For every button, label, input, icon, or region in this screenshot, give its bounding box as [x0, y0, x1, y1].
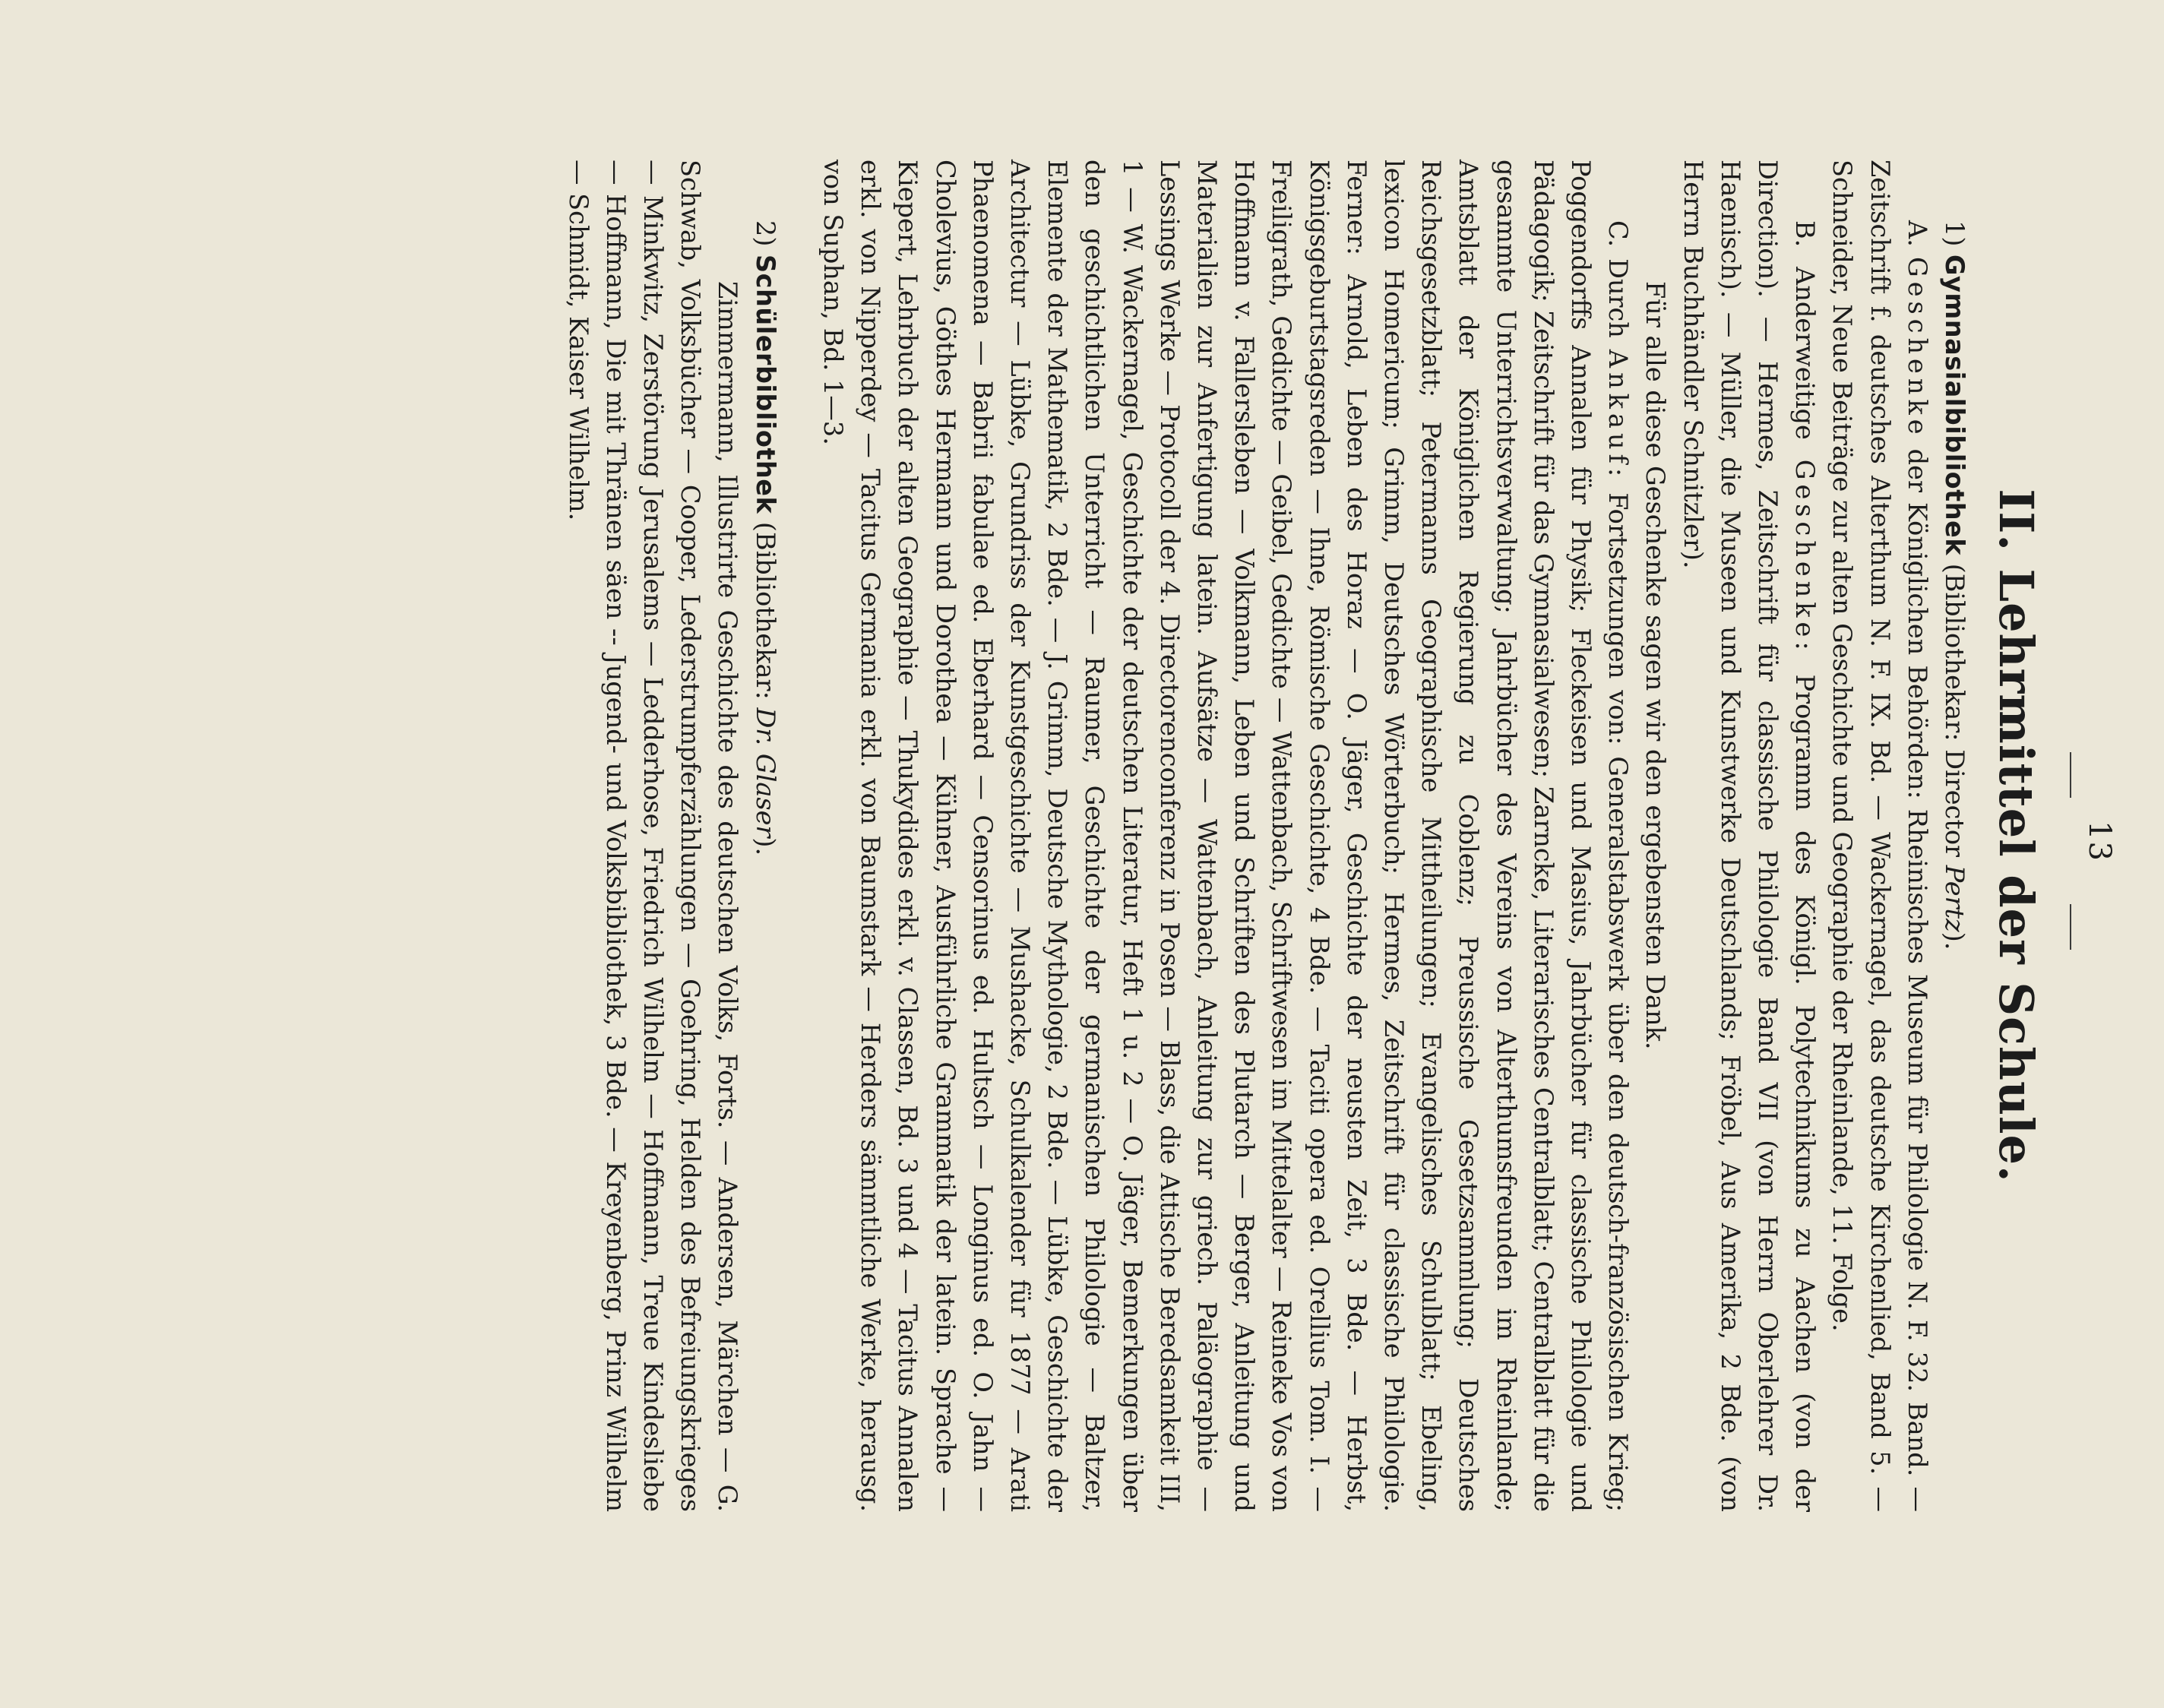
- section-heading-gymnasialbibliothek: [1936, 160, 1973, 1512]
- paragraph-gifts-authorities: [1824, 160, 1936, 1512]
- section-heading-open: (Bibliothekar:: [750, 514, 780, 708]
- page-number-rule-right: [2070, 904, 2071, 950]
- paragraph-thanks: Für alle diese Geschenke sagen wir den ergebensten Dank.: [1640, 281, 1671, 1050]
- spaced-term: Geschenke:: [1790, 459, 1821, 655]
- paragraph-purchases: [815, 160, 1637, 1512]
- spaced-term: Geschenke: [1902, 256, 1932, 439]
- page-number-rule-left: [2070, 752, 2071, 798]
- page-content: [559, 160, 2044, 1512]
- section-name: Gymnasialbibliothek: [1940, 255, 1969, 556]
- paragraph-label: A.: [1902, 220, 1932, 247]
- section-name: Schülerbibliothek: [750, 255, 780, 514]
- section-heading-schuelerbibliothek: [747, 160, 784, 1512]
- section-number: 1): [1940, 220, 1969, 247]
- section-heading-open: (Bibliothekar: Director: [1940, 555, 1969, 865]
- paragraph-other-gifts: [1674, 160, 1824, 1512]
- section-heading-close: ).: [1940, 931, 1969, 950]
- section-heading-close: ).: [750, 837, 780, 856]
- paragraph-label: B. Anderweitige: [1790, 220, 1821, 440]
- paragraph-text: der Königlichen Behörden: Rheinisches Museum für Philologie N. F. 32. Band. — Zeitschrift f. deutsches Alterthum N. F. IX. Bd. — Wackernagel, das deutsche Kirchenlied, Band 5. — Schneider, Neue Beiträge zur alten Geschichte und Geographie der Rheinlande, 11. Folge.: [1827, 160, 1932, 1512]
- paragraph-text: Fortsetzungen von: Generalstabswerk über den deutsch-französischen Krieg; Poggendorffs Annalen für Physik; Fleckeisen und Masius, Jahrbücher für classische Philologie und Pädagogik; Zeitschrift für das Gymnasialwesen; Zarncke, Literarisches Centralblatt; Centralblatt für die gesammte Unterrichtsverwaltung; Jahrbücher des Vereins von Alterthumsfreunden im Rheinlande; Amtsblatt der Königlichen Regierung zu Coblenz; Preussische Gesetzsammlung; Deutsches Reichsgesetzblatt; Petermanns Geographische Mittheilungen; Evangelisches Schulblatt; Ebeling, lexicon Homericum; Grimm, Deutsches Wörterbuch; Hermes, Zeitschrift für classische Philologie. Ferner: Arnold, Leben des Horaz — O. Jäger, Geschichte der neusten Zeit, 3 Bde. — Herbst, Königsgeburtstagsreden — Ihne, Römische Geschichte, 4 Bde. — Taciti opera ed. Orellius Tom. I. — Freiligrath, Gedichte — Geibel, Gedichte — Wattenbach, Schriftwesen im Mittelalter — Reineke Vos von Hoffmann v. Fallersleben — Volkmann, Leben und Schriften des Plutarch — Berger, Anleitung und Materialien zur Anfertigung latein. Aufsätze — Wattenbach, Anleitung zur griech. Paläographie — Lessings Werke — Protocoll der 4. Directorenconferenz in Posen — Blass, die Attische Beredsamkeit III, 1 — W. Wackernagel, Geschichte der deutschen Literatur, Heft 1 u. 2 — O. Jäger, Bemerkungen über den geschichtlichen Unterricht — Raumer, Geschichte der germanischen Philologie — Baltzer, Elemente der Mathematik, 2 Bde. — J. Grimm, Deutsche Mythologie, 2 Bde. — Lübke, Geschichte der Architectur — Lübke, Grundriss der Kunstgeschichte — Mushacke, Schulkalender für 1877 — Arati Phaenomena — Babrii fabulae ed. Eberhard — Censorinus ed. Hultsch — Longinus ed. O. Jahn — Cholevius, Göthes Hermann und Dorothea — Kühner, Ausführliche Grammatik der latein. Sprache — Kiepert, Lehrbuch der alten Geographie — Thukydides erkl. v. Classen, Bd. 3 und 4 — Tacitus Annalen erkl. von Nipperdey — Tacitus Germania erkl. von Baumstark — Herders sämmtliche Werke, herausg. von Suphan, Bd. 1—3.: [818, 160, 1634, 1512]
- section-number: 2): [750, 220, 780, 247]
- spaced-term: Ankauf:: [1603, 349, 1634, 482]
- paragraph-student-library: Zimmermann, Illustrirte Geschichte des deutschen Volks, Forts. — Andersen, Märchen — G. Schwab, Volksbücher — Cooper, Lederstrumpferzählungen — Goehring, Helden des Befreiungskrieges — Minkwitz, Zerstörung Jerusalems — Ledderhose, Friedrich Wilhelm — Hoffmann, Treue Kindesliebe — Hoffmann, Die mit Thränen säen -- Jugend- und Volksbibliothek, 3 Bde. — Kreyenberg, Prinz Wilhelm — Schmidt, Kaiser Wilhelm.: [563, 160, 743, 1512]
- librarian-name: Dr. Glaser: [750, 707, 780, 838]
- paragraph-label: C. Durch: [1603, 220, 1634, 338]
- chapter-title: II. Lehrmittel der Schule.: [1988, 489, 2044, 1183]
- page-number: 13: [2082, 821, 2117, 862]
- librarian-name: Pertz: [1940, 865, 1969, 932]
- paragraph-text: Programm des Königl. Polytechnikums zu Aachen (von der Direction). — Hermes, Zeitschrift für classische Philologie Band VII (von Herrn Oberlehrer Dr. Haenisch). — Müller, die Museen und Kunstwerke Deutschlands; Fröbel, Aus Amerika, 2 Bde. (von Herrn Buchhändler Schnitzler).: [1678, 160, 1821, 1512]
